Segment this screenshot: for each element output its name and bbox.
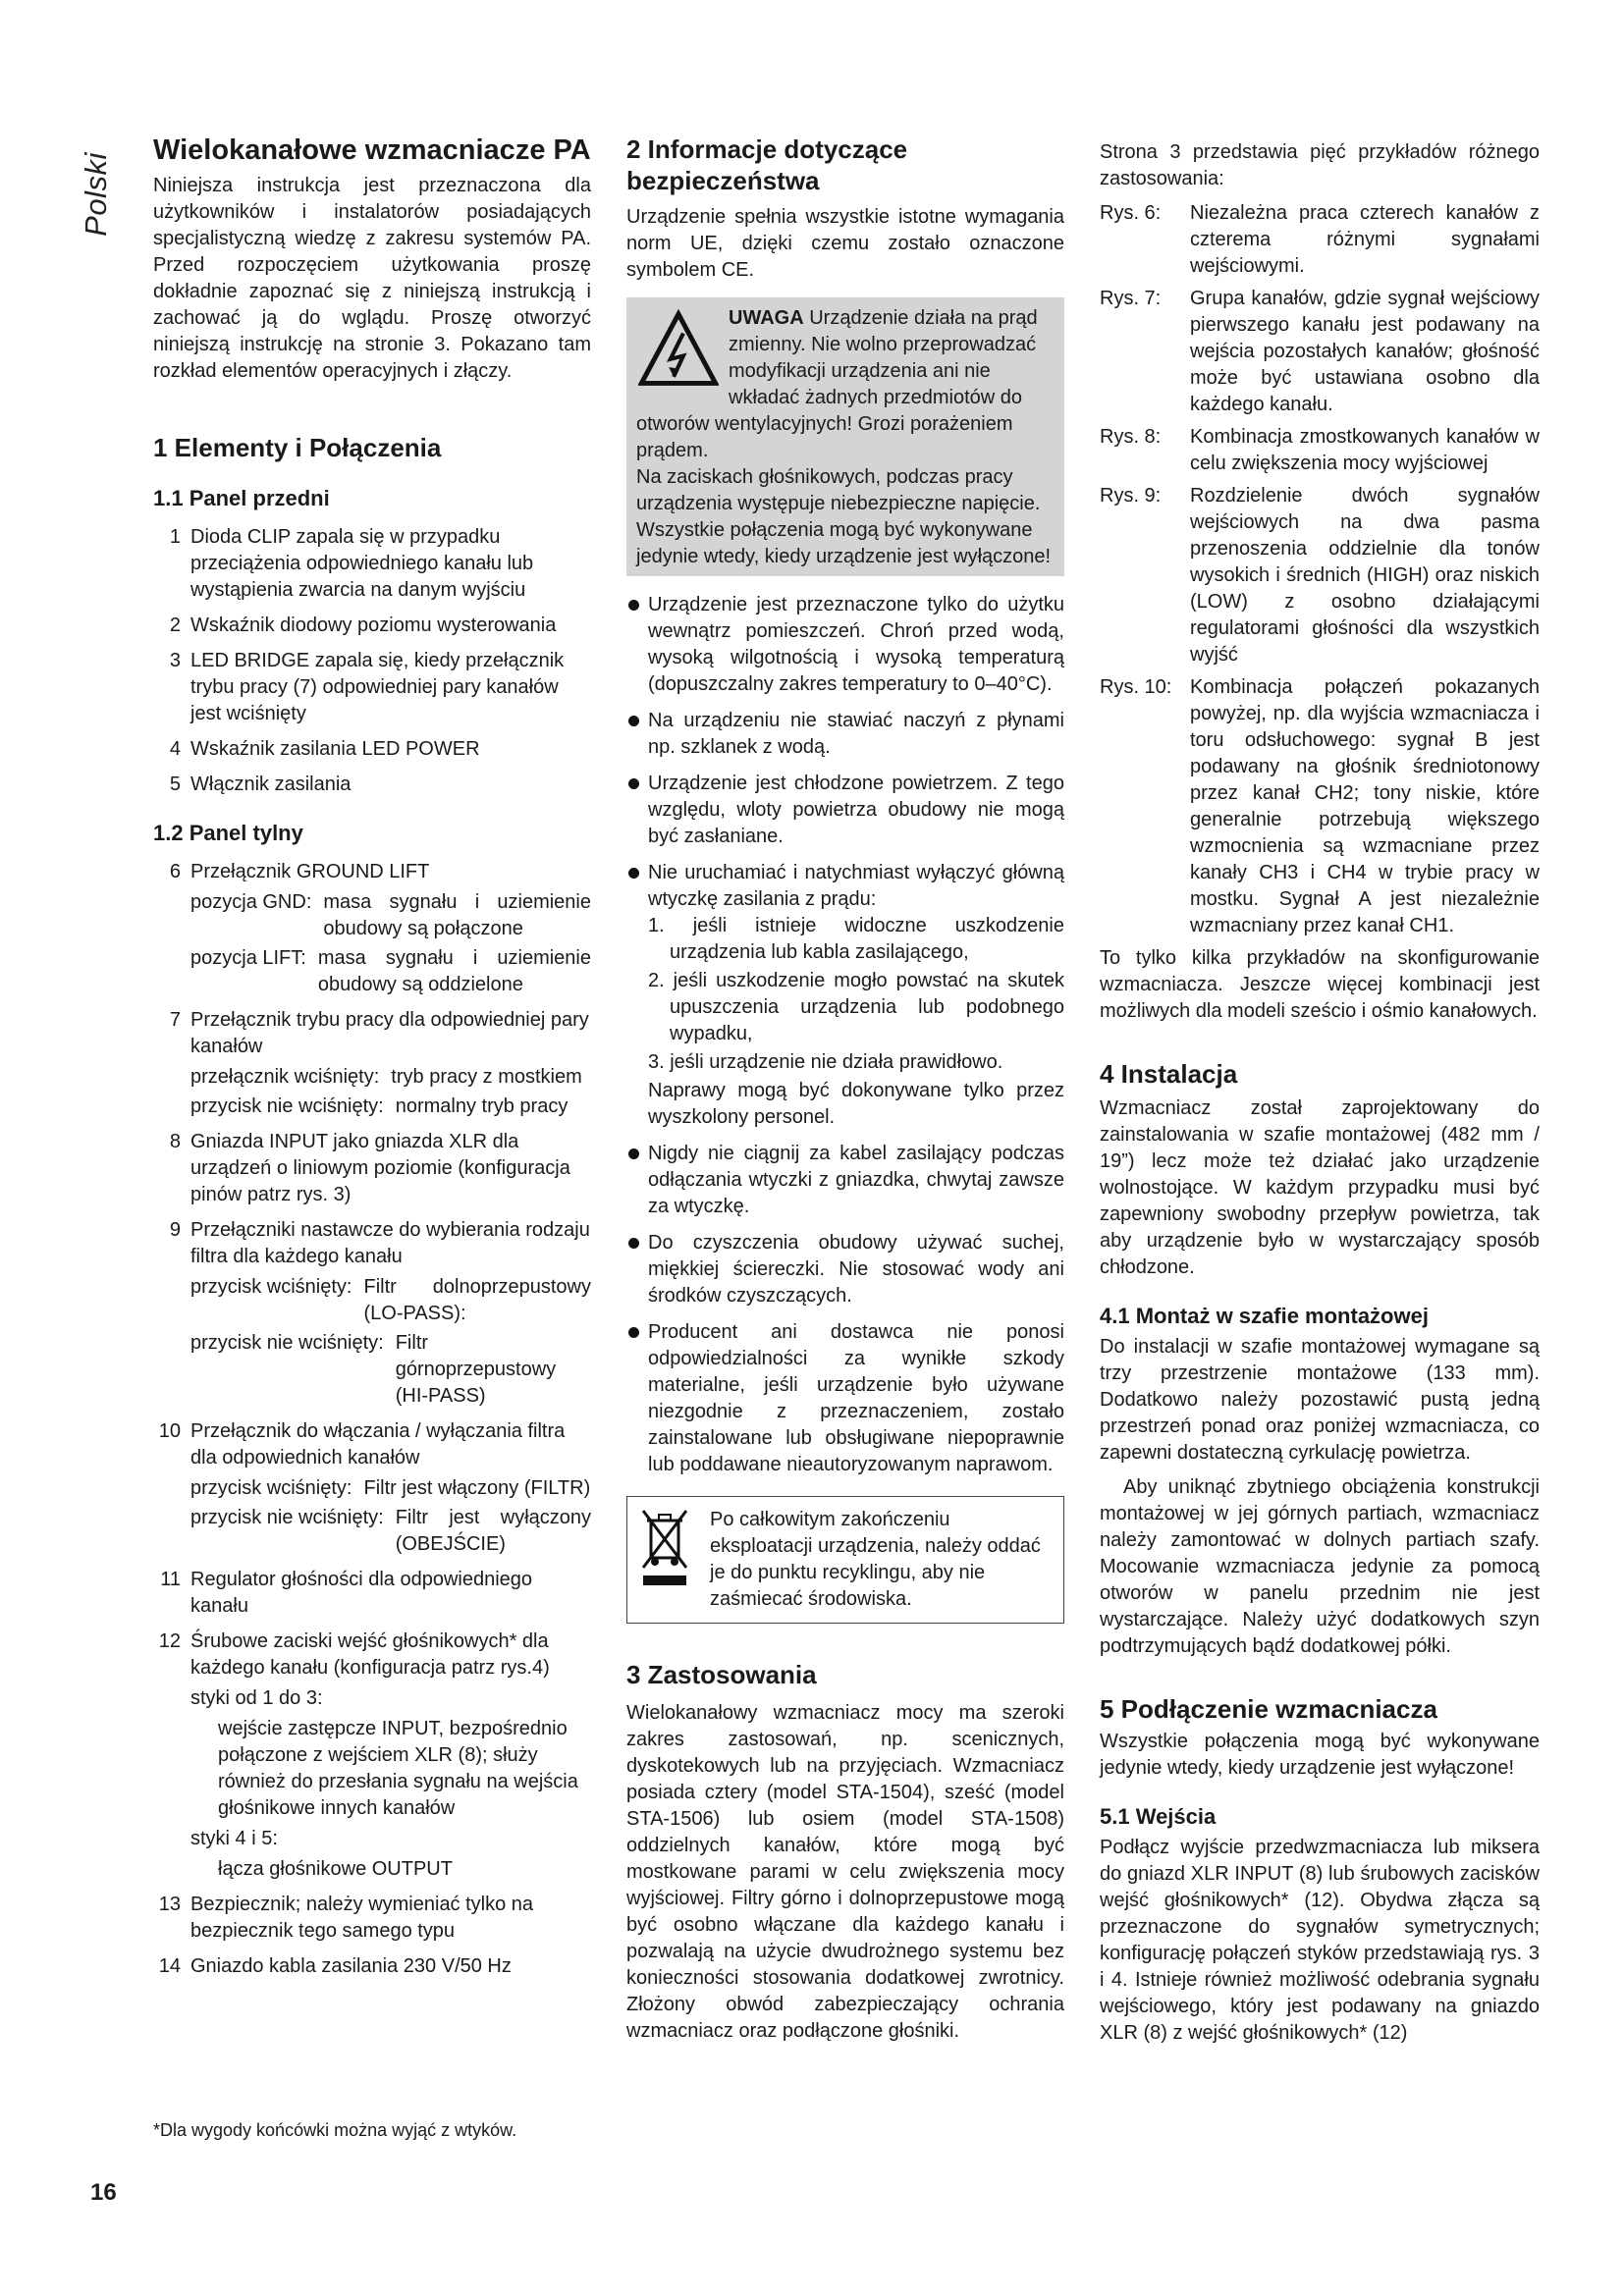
list-item: 14 Gniazdo kabla zasilania 230 V/50 Hz xyxy=(158,1955,512,1977)
section-5-text: Wszystkie połączenia mogą być wykonywane jedynie wtedy, kiedy urządzenie jest wyłączone! xyxy=(1100,1731,1540,1779)
list-item: 7 Przełącznik trybu pracy dla odpowiedniej pary kanałów przełącznik wciśnięty: tryb pracy z mostkiem przycisk nie wciśnięty: normalny tryb pracy xyxy=(169,1009,589,1117)
list-item: Do czyszczenia obudowy używać suchej, miękkiej ściereczki. Nie stosować wody ani środków czyszczących. xyxy=(626,1230,1064,1309)
warning-text-2: Na zaciskach głośnikowych, podczas pracy urządzenia występuje niebezpieczne napięcie. Wszystkie połączenia mogą być wykonywane jedynie wtedy, kiedy urządzenie jest wyłączone! xyxy=(636,466,1052,567)
section-4-1-heading: 4.1 Montaż w szafie montażowej xyxy=(1100,1304,1429,1328)
section-3-heading: 3 Zastosowania xyxy=(626,1660,817,1689)
list-item: Urządzenie jest przeznaczone tylko do użytku wewnątrz pomieszczeń. Chroń przed wodą, wysoką wilgotnością i wysoką temperaturą (dopuszczalny zakres temperatury to 0–40°C). xyxy=(626,592,1064,698)
list-item: 11 Regulator głośności dla odpowiedniego kanału xyxy=(160,1569,533,1617)
warning-box xyxy=(626,297,1064,576)
warning-text: Urządzenie działa na prąd zmienny. Nie wolno przeprowadzać modyfikacji urządzenia ani nie wkładać żadnych przedmiotów do otworów wentylacyjnych! Grozi porażeniem prądem. xyxy=(636,307,1038,461)
recycling-text: Po całkowitym zakończeniu eksploatacji urządzenia, należy oddać je do punktu recyklingu, aby nie zaśmiecać środowiska. xyxy=(710,1509,1041,1610)
list-item: Rys. 8: Kombinacja zmostkowanych kanałów w celu zwiększenia mocy wyjściowej xyxy=(1100,426,1540,474)
language-label: Polski xyxy=(79,152,113,237)
section-4-text: Wzmacniacz został zaprojektowany do zainstalowania w szafie montażowej (482 mm / 19”) lecz może też działać jako urządzenie wolnostojące. W każdym przypadku musi być zapewniony swobodny przepływ powietrza, tak aby urządzenie było w wystarczający sposób chłodzone. xyxy=(1100,1097,1540,1278)
examples-intro: Strona 3 przedstawia pięć przykładów różnego zastosowania: xyxy=(1100,141,1540,189)
section-3-text: Wielokanałowy wzmacniacz mocy ma szeroki zakres zastosowań, np. scenicznych, dyskotekowych lub na przyjęciach. Wzmacniacz posiada cztery (model STA-1504), sześć (model STA-1506) lub osiem (model STA-1508) oddzielnych kanałów, które mogą być mostkowane parami w celu zwiększenia mocy wyjściowej. Filtry górno i dolnoprzepustowe mogą być osobno włączane dla każdego kanału i pozwalają na użycie dwudrożnego systemu bez konieczności stosowania dodatkowej zwrotnicy. Złożony obwód zabezpieczający ochrania wzmacniacz oraz podłączone głośniki. xyxy=(626,1702,1064,2042)
list-item: Rys. 7: Grupa kanałów, gdzie sygnał wejściowy pierwszego kanału jest podawany na wejścia pozostałych kanałów; głośność może być ustawiana osobno dla każdego kanału. xyxy=(1100,288,1540,415)
section-1-1-heading: 1.1 Panel przedni xyxy=(153,486,330,510)
figure-list xyxy=(1100,200,1540,939)
section-1-2-heading: 1.2 Panel tylny xyxy=(153,821,303,845)
footnote: *Dla wygody końcówki można wyjąć z wtyków. xyxy=(153,2120,517,2140)
electric-hazard-icon xyxy=(638,309,719,390)
list-item: Nie uruchamiać i natychmiast wyłączyć główną wtyczkę zasilania z prądu: 1. jeśli istnieje widoczne uszkodzenie urządzenia lub kabla zasilającego, 2. jeśli uszkodzenie mogło powstać na skutek upuszczenia urządzenia lub podobnego wypadku, 3. jeśli urządzenie nie działa prawidłowo. Naprawy mogą być dokonywane tylko przez wyszkolony personel. xyxy=(626,860,1064,1131)
page-number: 16 xyxy=(90,2179,117,2206)
section-2-heading: 2 Informacje dotyczące bezpieczeństwa xyxy=(626,134,908,195)
front-panel-list xyxy=(153,524,591,798)
crossed-bin-icon xyxy=(639,1507,690,1589)
section-5-1-heading: 5.1 Wejścia xyxy=(1100,1804,1217,1829)
column-1 xyxy=(153,133,591,1989)
intro-paragraph: Niniejsza instrukcja jest przeznaczona dla użytkowników i instalatorów posiadających specjalistyczną wiedzę z zakresu systemów PA. Przed rozpoczęciem użytkowania proszę dokładnie zapoznać się z niniejszą instrukcją i zachować ją do wglądu. Proszę otworzyć niniejszą instrukcję na stronie 3. Pokazano tam rozkład elementów operacyjnych i złączy. xyxy=(153,175,591,382)
document-title: Wielokanałowe wzmacniacze PA xyxy=(153,134,591,166)
section-5-heading: 5 Podłączenie wzmacniacza xyxy=(1100,1694,1437,1724)
list-item: Na urządzeniu nie stawiać naczyń z płynami np. szklanek z wodą. xyxy=(626,708,1064,761)
section-2-intro: Urządzenie spełnia wszystkie istotne wymagania norm UE, dzięki czemu zostało oznaczone symbolem CE. xyxy=(626,206,1064,281)
column-2 xyxy=(626,133,1064,2053)
section-4-heading: 4 Instalacja xyxy=(1100,1059,1238,1089)
list-item: 8 Gniazda INPUT jako gniazda XLR dla urządzeń o liniowym poziomie (konfiguracja pinów patrz rys. 3) xyxy=(169,1131,570,1205)
list-item: 2 Wskaźnik diodowy poziomu wysterowania xyxy=(169,614,557,636)
list-item: Urządzenie jest chłodzone powietrzem. Z tego względu, wloty powietrza obudowy nie mogą być zasłaniane. xyxy=(626,771,1064,850)
section-4-1-text: Do instalacji w szafie montażowej wymagane są trzy przestrzenie montażowe (133 mm). Dodatkowo należy pozostawić pustą jedną przestrzeń ponad oraz poniżej wzmacniacza, co zapewni dostateczną cyrkulację powietrza. xyxy=(1100,1336,1540,1464)
list-item: 3 LED BRIDGE zapala się, kiedy przełącznik trybu pracy (7) odpowiedniej pary kanałów jest wciśnięty xyxy=(169,650,565,724)
recycling-notice xyxy=(626,1496,1064,1624)
examples-outro: To tylko kilka przykładów na skonfigurowanie wzmacniacza. Jeszcze więcej kombinacji jest możliwych dla modeli sześcio i ośmio kanałowych. xyxy=(1100,947,1540,1022)
list-item: 4 Wskaźnik zasilania LED POWER xyxy=(169,738,480,760)
warning-title: UWAGA xyxy=(729,307,804,329)
list-item: 9 Przełączniki nastawcze do wybierania rodzaju filtra dla każdego kanału przycisk wciśnięty: Filtr dolnoprzepustowy (LO-PASS): przycisk nie wciśnięty: Filtr górnoprzepustowy (HI-PASS) xyxy=(169,1219,591,1407)
section-5-1-text: Podłącz wyjście przedwzmacniacza lub miksera do gniazd XLR INPUT (8) lub śrubowych zacisków wejść głośnikowych* (12). Obydwa złącza są przeznaczone do sygnałów symetrycznych; konfigurację połączeń styków przedstawiają rys. 3 i 4. Istnieje również możliwość odebrania sygnału wejściowego, który jest podawany na gniazdo XLR (8) z wejść głośnikowych* (12) xyxy=(1100,1837,1540,2044)
list-item: Producent ani dostawca nie ponosi odpowiedzialności za wynikłe szkody materialne, jeśli urządzenie było używane niezgodnie z przeznaczeniem, zostało zainstalowane lub obsługiwane niepoprawnie lub poddawane nieautoryzowanym naprawom. xyxy=(626,1319,1064,1478)
list-item: Rys. 9: Rozdzielenie dwóch sygnałów wejściowych na dwa pasma przenoszenia oddzielnie dla tonów wysokich i średnich (HIGH) oraz niskich (LOW) z osobno działającymi regulatorami głośności dla wszystkich wyjść xyxy=(1100,485,1540,666)
rear-panel-list xyxy=(153,859,591,1980)
list-item: Nigdy nie ciągnij za kabel zasilający podczas odłączania wtyczki z gniazdka, chwytaj zawsze za wtyczkę. xyxy=(626,1141,1064,1220)
list-item: 13 Bezpiecznik; należy wymieniać tylko na bezpiecznik tego samego typu xyxy=(158,1894,534,1942)
list-item: 10 Przełącznik do włączania / wyłączania filtra dla odpowiednich kanałów przycisk wciśnięty: Filtr jest włączony (FILTR) przycisk nie wciśnięty: Filtr jest wyłączony (OBEJŚCIE) xyxy=(158,1420,591,1555)
list-item: 12 Śrubowe zaciski wejść głośnikowych* dla każdego kanału (konfiguracja patrz rys.4) styki od 1 do 3: wejście zastępcze INPUT, bezpośrednio połączone z wejściem XLR (8); służy również do przesłania sygnału na wejścia głośnikowe innych kanałów styki 4 i 5: łącza głośnikowe OUTPUT xyxy=(158,1630,578,1880)
list-item: Rys. 6: Niezależna praca czterech kanałów z czterema różnymi sygnałami wejściowymi. xyxy=(1100,202,1540,277)
safety-list xyxy=(626,592,1064,1478)
list-item: 1 Dioda CLIP zapala się w przypadku przeciążenia odpowiedniego kanału lub wystąpienia zwarcia na danym wyjściu xyxy=(169,526,534,601)
language-tab xyxy=(77,137,112,245)
list-item: Rys. 10: Kombinacja połączeń pokazanych powyżej, np. dla wyjścia wzmacniacza i toru odsłuchowego: sygnał B jest podawany na głośnik średniotonowy przez kanał CH2; tony niskie, które generalnie potrzebują większego wzmocnienia są wzmacniane przez kanały CH3 i CH4 w trybie pracy w mostku. Sygnał A jest niezależnie wzmacniany przez kanał CH1. xyxy=(1100,676,1540,936)
column-3 xyxy=(1100,139,1540,2055)
list-item: 6 Przełącznik GROUND LIFT pozycja GND: masa sygnału i uziemienie obudowy są połączone pozycja LIFT: masa sygnału i uziemienie obudowy są oddzielone xyxy=(169,861,591,995)
list-item: 5 Włącznik zasilania xyxy=(169,774,352,795)
section-4-1-text-2: Aby uniknąć zbytniego obciążenia konstrukcji montażowej w jej górnych partiach, wzmacniacz należy zamontować w dolnych partiach szafy. Mocowanie wzmacniacza jedynie za pomocą otworów w panelu przednim nie jest wystarczające. Należy użyć dodatkowych szyn podtrzymujących bądź dodatkowej półki. xyxy=(1100,1476,1540,1657)
section-1-heading: 1 Elementy i Połączenia xyxy=(153,433,442,462)
